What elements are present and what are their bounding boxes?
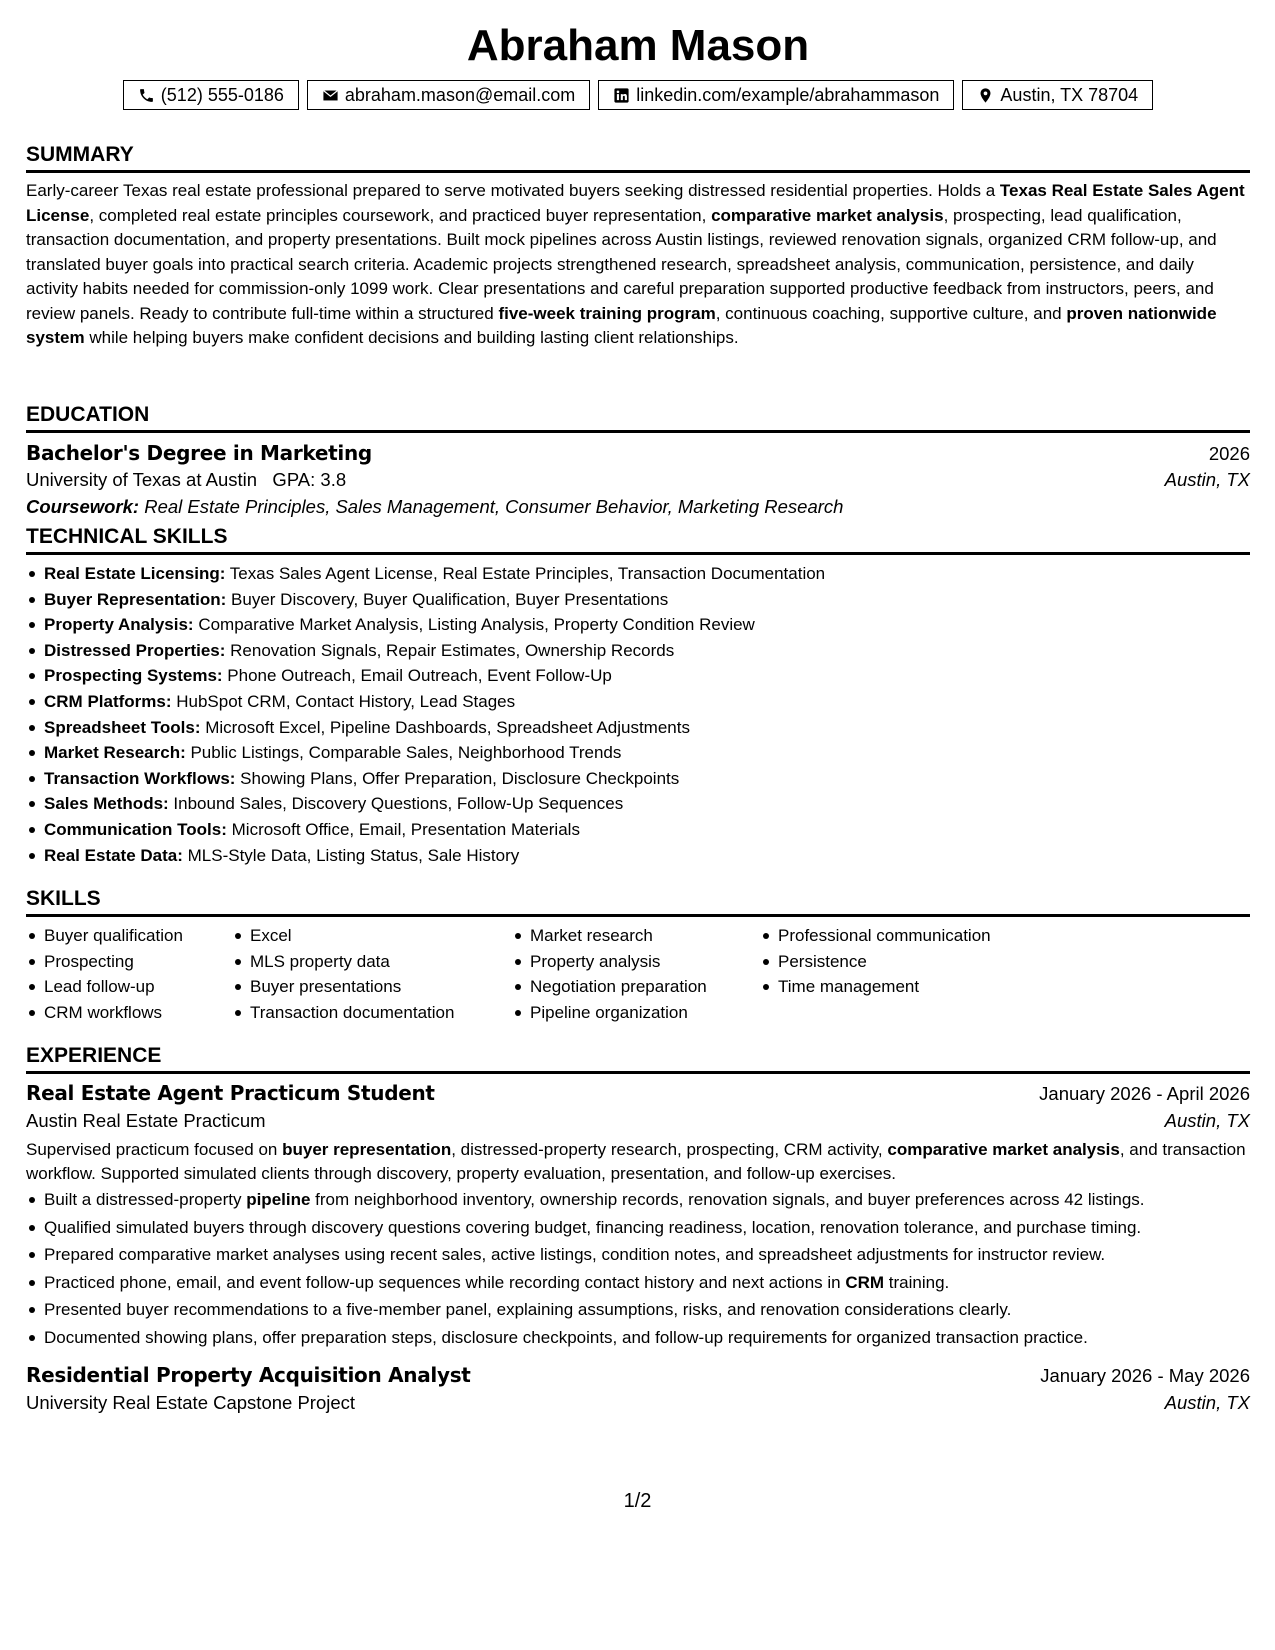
skill-category: Buyer Representation: bbox=[44, 589, 227, 609]
skill-item: Professional communication bbox=[778, 923, 1078, 949]
skill-values: Texas Sales Agent License, Real Estate Principles, Transaction Documentation bbox=[225, 564, 826, 583]
skill-item: Buyer qualification bbox=[44, 923, 232, 949]
contact-email[interactable] bbox=[307, 80, 590, 110]
text-run: Documented showing plans, offer preparation steps, disclosure checkpoints, and follow-up requirements for organized transaction practice. bbox=[44, 1327, 1088, 1347]
job-location: Austin, TX bbox=[1164, 1391, 1250, 1413]
experience-heading: EXPERIENCE bbox=[26, 1043, 1250, 1074]
bold-phrase: buyer representation bbox=[282, 1140, 452, 1159]
skill-values: HubSpot CRM, Contact History, Lead Stages bbox=[171, 691, 516, 711]
job-bullet bbox=[44, 1215, 1250, 1241]
summary-text bbox=[26, 179, 1250, 351]
skills-column bbox=[232, 923, 512, 1025]
skills-section bbox=[26, 886, 1250, 1025]
technical-skill-item bbox=[44, 740, 1250, 766]
text-run: Built a distressed-property bbox=[44, 1190, 247, 1209]
skill-values: MLS-Style Data, Listing Status, Sale History bbox=[182, 845, 520, 865]
skill-category: Transaction Workflows: bbox=[44, 768, 236, 788]
job-org-row bbox=[26, 1392, 1250, 1414]
technical-skill-item bbox=[44, 791, 1250, 817]
job-entry bbox=[26, 1081, 1250, 1351]
skills-column bbox=[760, 923, 1078, 1025]
skill-category: Prospecting Systems: bbox=[44, 666, 223, 686]
skill-category: Property Analysis: bbox=[44, 615, 194, 635]
job-organization: University Real Estate Capstone Project bbox=[26, 1391, 356, 1413]
skills-columns bbox=[26, 923, 1250, 1025]
skill-category: Real Estate Data: bbox=[44, 845, 183, 865]
job-bullets bbox=[26, 1187, 1250, 1351]
linkedin-text: linkedin.com/example/abrahammason bbox=[636, 84, 940, 105]
experience-section bbox=[26, 1043, 1250, 1414]
job-entry bbox=[26, 1363, 1250, 1414]
technical-skill-item bbox=[44, 638, 1250, 664]
skills-column bbox=[512, 923, 760, 1025]
job-bullet bbox=[44, 1325, 1250, 1351]
bold-phrase: pipeline bbox=[246, 1190, 311, 1209]
contact-location bbox=[962, 80, 1153, 110]
envelope-icon bbox=[322, 87, 339, 104]
bold-phrase: five-week training program bbox=[498, 303, 716, 323]
bold-phrase: comparative market analysis bbox=[887, 1140, 1120, 1159]
job-bullet bbox=[44, 1187, 1250, 1213]
skill-category: Spreadsheet Tools: bbox=[44, 717, 201, 737]
technical-skill-item bbox=[44, 663, 1250, 689]
school-location: Austin, TX bbox=[1164, 469, 1250, 490]
skill-values: Showing Plans, Offer Preparation, Disclosure Checkpoints bbox=[235, 768, 680, 788]
text-run: Presented buyer recommendations to a five-member panel, explaining assumptions, risks, and renovation considerations clearly. bbox=[44, 1300, 1012, 1320]
skill-category: Real Estate Licensing: bbox=[44, 564, 226, 583]
text-run: from neighborhood inventory, ownership records, renovation signals, and buyer preferences across 42 listings. bbox=[310, 1190, 1145, 1209]
job-header-row bbox=[26, 1081, 1250, 1105]
summary-heading: SUMMARY bbox=[26, 142, 1250, 173]
education-heading: EDUCATION bbox=[26, 402, 1250, 433]
technical-skill-item bbox=[44, 587, 1250, 613]
skill-values: Comparative Market Analysis, Listing Analysis, Property Condition Review bbox=[193, 615, 755, 635]
job-summary bbox=[26, 1138, 1250, 1185]
education-section bbox=[26, 402, 1250, 518]
skill-item: Excel bbox=[250, 923, 512, 949]
skill-item: CRM workflows bbox=[44, 1000, 232, 1026]
skill-values: Microsoft Excel, Pipeline Dashboards, Spreadsheet Adjustments bbox=[200, 717, 690, 737]
graduation-date: 2026 bbox=[1208, 443, 1250, 464]
technical-skill-item bbox=[44, 766, 1250, 792]
location-text: Austin, TX 78704 bbox=[1000, 84, 1139, 105]
text-run: , distressed-property research, prospecting, CRM activity, bbox=[451, 1140, 888, 1159]
skill-values: Microsoft Office, Email, Presentation Materials bbox=[226, 819, 580, 839]
bold-phrase: CRM bbox=[845, 1272, 885, 1292]
text-run: Early-career Texas real estate professional prepared to serve motivated buyers seeking distressed residential properties. Holds a bbox=[26, 181, 1000, 200]
skill-item: Transaction documentation bbox=[250, 1000, 512, 1026]
text-run: Supervised practicum focused on bbox=[26, 1140, 283, 1159]
text-run: while helping buyers make confident decisions and building lasting client relationships. bbox=[84, 328, 739, 347]
text-run: , continuous coaching, supportive culture, and bbox=[715, 303, 1067, 323]
technical-skill-item bbox=[44, 843, 1250, 869]
candidate-name: Abraham Mason bbox=[466, 21, 810, 70]
skill-item: Lead follow-up bbox=[44, 974, 232, 1000]
job-dates: January 2026 - May 2026 bbox=[1040, 1364, 1250, 1386]
skill-category: CRM Platforms: bbox=[44, 691, 172, 711]
bold-phrase: proven nationwide system bbox=[26, 303, 1217, 347]
coursework-label: Coursework: bbox=[26, 496, 140, 517]
skill-category: Market Research: bbox=[44, 743, 186, 763]
text-run: , and transaction workflow. Supported simulated clients through discovery, property evaluation, presentation, and follow-up exercises. bbox=[26, 1140, 1246, 1183]
skills-column bbox=[26, 923, 232, 1025]
text-run: , prospecting, lead qualification, transaction documentation, and property presentations. Built mock pipelines across Austin listings, reviewed renovation signals, organized CRM follow-up, and translated buyer goals into practical search criteria. Academic projects strengthened research, spreadsheet analysis, communication, persistence, and daily activity habits needed for commission-only 1099 work. Clear presentations and careful preparation supported productive feedback from instructors, peers, and review panels. Ready to contribute full-time within a structured bbox=[26, 205, 1217, 323]
text-run: Qualified simulated buyers through discovery questions covering budget, financing readiness, location, renovation tolerance, and purchase timing. bbox=[44, 1217, 1142, 1237]
job-title: Real Estate Agent Practicum Student bbox=[26, 1081, 435, 1105]
job-dates: January 2026 - April 2026 bbox=[1039, 1083, 1250, 1104]
job-bullet bbox=[44, 1270, 1250, 1296]
text-run: training. bbox=[884, 1272, 950, 1292]
skill-item: Property analysis bbox=[530, 949, 760, 975]
technical-skills-heading: TECHNICAL SKILLS bbox=[26, 524, 1250, 555]
skill-item: Negotiation preparation bbox=[530, 974, 760, 1000]
bold-phrase: comparative market analysis bbox=[711, 205, 944, 225]
job-location: Austin, TX bbox=[1164, 1110, 1250, 1131]
page-number: 1/2 bbox=[623, 1490, 652, 1512]
technical-skill-item bbox=[44, 715, 1250, 741]
education-row bbox=[26, 441, 1250, 465]
technical-skill-item bbox=[44, 817, 1250, 843]
skill-values: Buyer Discovery, Buyer Qualification, Buyer Presentations bbox=[226, 589, 669, 609]
technical-skill-item bbox=[44, 612, 1250, 638]
skills-heading: SKILLS bbox=[26, 886, 1250, 917]
text-run: Prepared comparative market analyses using recent sales, active listings, condition notes, and spreadsheet adjustments for instructor review. bbox=[44, 1245, 1106, 1265]
text-run: , completed real estate principles coursework, and practiced buyer representation, bbox=[89, 205, 712, 225]
phone-icon bbox=[138, 87, 155, 104]
education-school-row bbox=[26, 469, 1250, 491]
school-name: University of Texas at Austin GPA: 3.8 bbox=[26, 469, 347, 490]
skill-values: Public Listings, Comparable Sales, Neighborhood Trends bbox=[185, 743, 622, 763]
coursework-list: Real Estate Principles, Sales Management, Consumer Behavior, Marketing Research bbox=[139, 496, 844, 517]
skill-item: Prospecting bbox=[44, 949, 232, 975]
job-bullet bbox=[44, 1242, 1250, 1268]
skill-category: Distressed Properties: bbox=[44, 640, 226, 660]
contact-linkedin[interactable] bbox=[598, 80, 954, 110]
skill-category: Communication Tools: bbox=[44, 819, 227, 839]
skill-category: Sales Methods: bbox=[44, 794, 169, 814]
summary-section bbox=[26, 142, 1250, 351]
job-org-row bbox=[26, 1110, 1250, 1132]
job-bullet bbox=[44, 1297, 1250, 1323]
technical-skills-section bbox=[26, 524, 1250, 868]
technical-skill-item bbox=[44, 561, 1250, 587]
technical-skills-list bbox=[26, 561, 1250, 868]
skill-values: Inbound Sales, Discovery Questions, Follow-Up Sequences bbox=[168, 794, 624, 814]
skill-values: Renovation Signals, Repair Estimates, Ownership Records bbox=[225, 640, 675, 660]
job-header-row bbox=[26, 1363, 1250, 1387]
skill-values: Phone Outreach, Email Outreach, Event Follow-Up bbox=[222, 666, 612, 686]
job-organization: Austin Real Estate Practicum bbox=[26, 1110, 266, 1131]
text-run: Practiced phone, email, and event follow-up sequences while recording contact history and next actions in bbox=[44, 1272, 846, 1292]
contact-bar bbox=[26, 80, 1250, 110]
technical-skill-item bbox=[44, 689, 1250, 715]
map-marker-icon bbox=[977, 87, 994, 104]
skill-item: Market research bbox=[530, 923, 760, 949]
skill-item: Time management bbox=[778, 974, 1078, 1000]
linkedin-icon bbox=[613, 87, 630, 104]
job-title: Residential Property Acquisition Analyst bbox=[26, 1362, 471, 1387]
email-text: abraham.mason@email.com bbox=[344, 84, 576, 105]
skill-item: Buyer presentations bbox=[250, 974, 512, 1000]
phone-text: (512) 555-0186 bbox=[160, 84, 284, 105]
contact-phone[interactable] bbox=[123, 80, 299, 110]
coursework bbox=[26, 496, 1250, 518]
bold-phrase: Texas Real Estate Sales Agent License bbox=[26, 181, 1245, 225]
skill-item: MLS property data bbox=[250, 949, 512, 975]
skill-item: Pipeline organization bbox=[530, 1000, 760, 1026]
degree-title: Bachelor's Degree in Marketing bbox=[26, 441, 372, 465]
skill-item: Persistence bbox=[778, 949, 1078, 975]
